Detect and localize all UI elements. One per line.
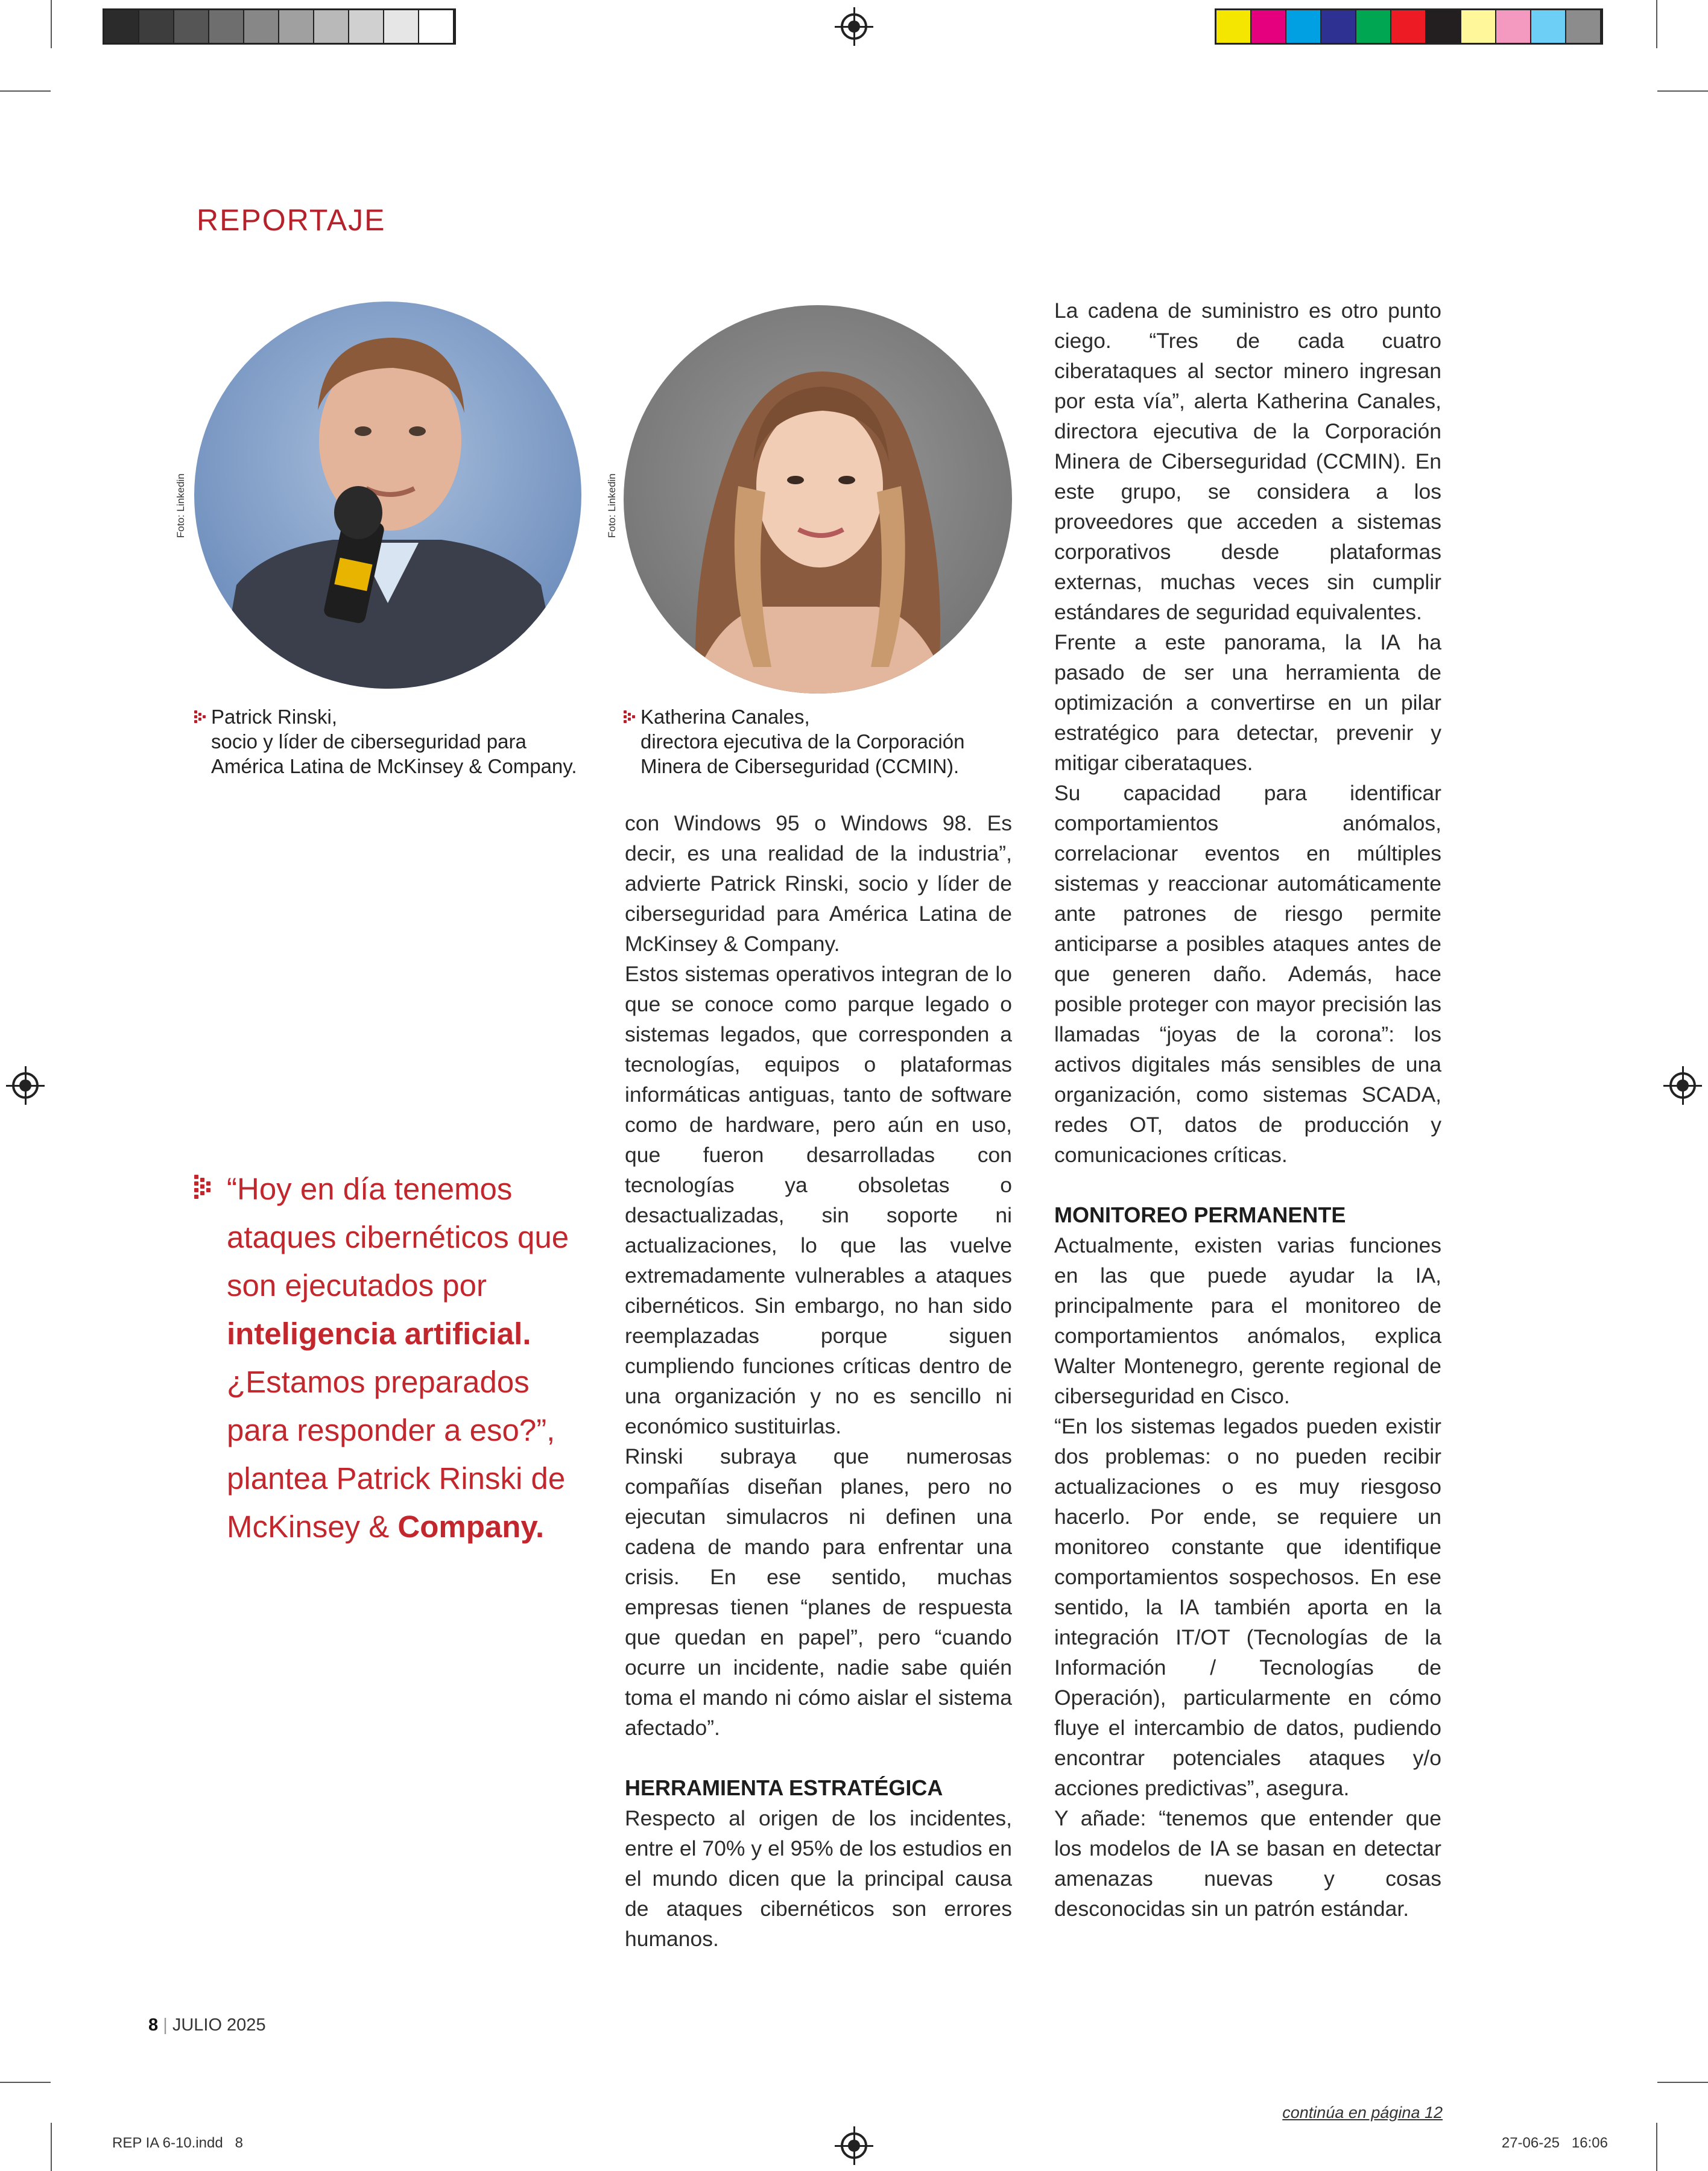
folio-separator: | xyxy=(163,2015,168,2035)
paragraph: Su capacidad para identificar comportamientos anómalos, correlacionar eventos en múltiples sistemas y reaccionar automáticamente ante patrones de riesgo permite anticiparse a posibles ataques antes de que generen daño. Además, hace posible proteger con mayor precisión las llamadas “joyas de la corona”: los activos digitales más sensibles de una organización, como sistemas SCADA, redes OT, datos de producción y comunicaciones críticas. xyxy=(1054,781,1441,1167)
grey-swatch-bar xyxy=(103,8,456,45)
color-swatch xyxy=(244,10,279,43)
pull-quote-emphasis: Company. xyxy=(397,1509,545,1544)
caption-marker-icon xyxy=(194,710,210,727)
pull-quote-text: ¿Estamos preparados para responder a eso?”, plantea Patrick Rinski de McKinsey & xyxy=(227,1365,566,1544)
registration-mark-icon xyxy=(1669,1072,1696,1099)
caption-name: Katherina Canales, xyxy=(640,706,810,728)
color-swatch xyxy=(314,10,349,43)
color-swatch xyxy=(1391,10,1426,43)
portrait-photo-patrick-rinski xyxy=(194,302,581,689)
folio xyxy=(148,2015,266,2035)
paragraph: “En los sistemas legados pueden existir dos problemas: o no pueden recibir actualizaciones o es muy riesgoso hacerlo. Por ende, se requiere un monitoreo constante que identifique comportamientos sospechosos. En ese sentido, la IA también aporta en la integración IT/OT (Tecnologías de la Información / Tecnologías de Operación), particularmente en cómo fluye el intercambio de datos, pudiendo encontrar potenciales ataques y/o acciones predictivas”, asegura. xyxy=(1054,1414,1441,1800)
subheading: HERRAMIENTA ESTRATÉGICA xyxy=(625,1775,943,1800)
paragraph: La cadena de suministro es otro punto ciego. “Tres de cada cuatro ciberataques al sector minero ingresan por esta vía”, alerta Katherina Canales, directora ejecutiva de la Corporación Minera de Ciberseguridad (CCMIN). En este grupo, se considera a los proveedores que acceden a sistemas corporativos desde plataformas externas, muchas veces sin cumplir estándares de seguridad equivalentes. xyxy=(1054,299,1441,624)
crop-mark xyxy=(1657,2082,1708,2083)
color-swatch xyxy=(174,10,209,43)
photo-credit: Foto: Linkedin xyxy=(175,473,186,538)
crop-mark xyxy=(1656,2123,1657,2171)
page-number: 8 xyxy=(148,2015,159,2035)
color-swatch xyxy=(209,10,244,43)
crop-mark xyxy=(51,2123,52,2171)
paragraph: Rinski subraya que numerosas compañías diseñan planes, pero no ejecutan simulacros ni definen una cadena de mando para enfrentar una crisis. En ese sentido, muchas empresas tienen “planes de respuesta que quedan en papel”, pero “cuando ocurre un incidente, nadie sabe quién toma el mando ni cómo aislar el sistema afectado”. xyxy=(625,1444,1012,1740)
article-column-right xyxy=(1054,295,1441,1924)
caption-name: Patrick Rinski, xyxy=(211,706,338,728)
color-swatch xyxy=(1531,10,1566,43)
color-swatch xyxy=(1426,10,1461,43)
caption-role: socio y líder de ciberseguridad para América Latina de McKinsey & Company. xyxy=(211,730,577,777)
print-slug-date: 27-06-25 16:06 xyxy=(1501,2135,1608,2151)
crop-mark xyxy=(1657,90,1708,92)
paragraph: Respecto al origen de los incidentes, entre el 70% y el 95% de los estudios en el mundo dicen que la principal causa de ataques cibernéticos son errores humanos. xyxy=(625,1806,1012,1951)
crop-mark xyxy=(0,2082,51,2083)
pull-quote-text: “Hoy en día tenemos ataques cibernéticos que son ejecutados por xyxy=(227,1172,569,1303)
color-swatch xyxy=(349,10,384,43)
issue-date: JULIO 2025 xyxy=(172,2015,266,2035)
photo-credit: Foto: Linkedin xyxy=(606,473,618,538)
color-swatch xyxy=(1496,10,1531,43)
color-swatch xyxy=(1321,10,1356,43)
color-swatch-bar xyxy=(1215,8,1603,45)
continued-on-page-link[interactable]: continúa en página 12 xyxy=(1282,2103,1443,2122)
crop-mark xyxy=(1656,0,1657,48)
color-swatch xyxy=(279,10,314,43)
paragraph: Y añade: “tenemos que entender que los modelos de IA se basan en detectar amenazas nuevas y cosas desconocidas sin un patrón estándar. xyxy=(1054,1806,1441,1921)
paragraph: Actualmente, existen varias funciones en las que puede ayudar la IA, principalmente para el monitoreo de comportamientos anómalos, explica Walter Montenegro, gerente regional de ciberseguridad en Cisco. xyxy=(1054,1233,1441,1408)
paragraph: Estos sistemas operativos integran de lo que se conoce como parque legado o sistemas legados, que corresponden a tecnologías, equipos o plataformas informáticas antiguas, tanto de software como de hardware, pero aún en uso, que fueron desarrolladas con tecnologías ya obsoletas o desactualizadas, sin soporte ni actualizaciones, lo que las vuelve extremadamente vulnerables a ataques cibernéticos. Sin embargo, no han sido reemplazadas porque siguen cumpliendo funciones críticas dentro de una organización y no es sencillo ni económico sustituirlas. xyxy=(625,962,1012,1438)
subheading: MONITOREO PERMANENTE xyxy=(1054,1202,1346,1227)
photo-caption-canales xyxy=(640,704,1026,779)
photo-caption-rinski xyxy=(211,704,597,779)
print-slug-file: REP IA 6-10.indd 8 xyxy=(112,2135,244,2151)
color-swatch xyxy=(1286,10,1321,43)
caption-role: directora ejecutiva de la Corporación Minera de Ciberseguridad (CCMIN). xyxy=(640,730,965,777)
color-swatch xyxy=(1216,10,1251,43)
registration-mark-icon xyxy=(12,1072,39,1099)
pull-quote-emphasis: inteligencia artificial. xyxy=(227,1316,531,1351)
paragraph: con Windows 95 o Windows 98. Es decir, es una realidad de la industria”, advierte Patrick Rinski, socio y líder de ciberseguridad para América Latina de McKinsey & Company. xyxy=(625,811,1012,956)
color-swatch xyxy=(104,10,139,43)
color-swatch xyxy=(419,10,454,43)
paragraph: Frente a este panorama, la IA ha pasado de ser una herramienta de optimización a convertirse en un pilar estratégico para detectar, prevenir y mitigar ciberataques. xyxy=(1054,630,1441,775)
color-swatch xyxy=(139,10,174,43)
registration-mark-icon xyxy=(841,2132,867,2159)
color-swatch xyxy=(1461,10,1496,43)
pull-quote xyxy=(227,1165,577,1551)
registration-mark-icon xyxy=(841,13,867,40)
portrait-photo-katherina-canales xyxy=(624,305,1012,694)
color-swatch xyxy=(1251,10,1286,43)
color-swatch xyxy=(384,10,419,43)
crop-mark xyxy=(51,0,52,48)
color-swatch xyxy=(1566,10,1601,43)
color-swatch xyxy=(1356,10,1391,43)
section-label: REPORTAJE xyxy=(197,203,386,237)
crop-mark xyxy=(0,90,51,92)
caption-marker-icon xyxy=(624,710,639,727)
quote-marker-icon xyxy=(194,1175,215,1200)
article-column-middle xyxy=(625,808,1012,1954)
